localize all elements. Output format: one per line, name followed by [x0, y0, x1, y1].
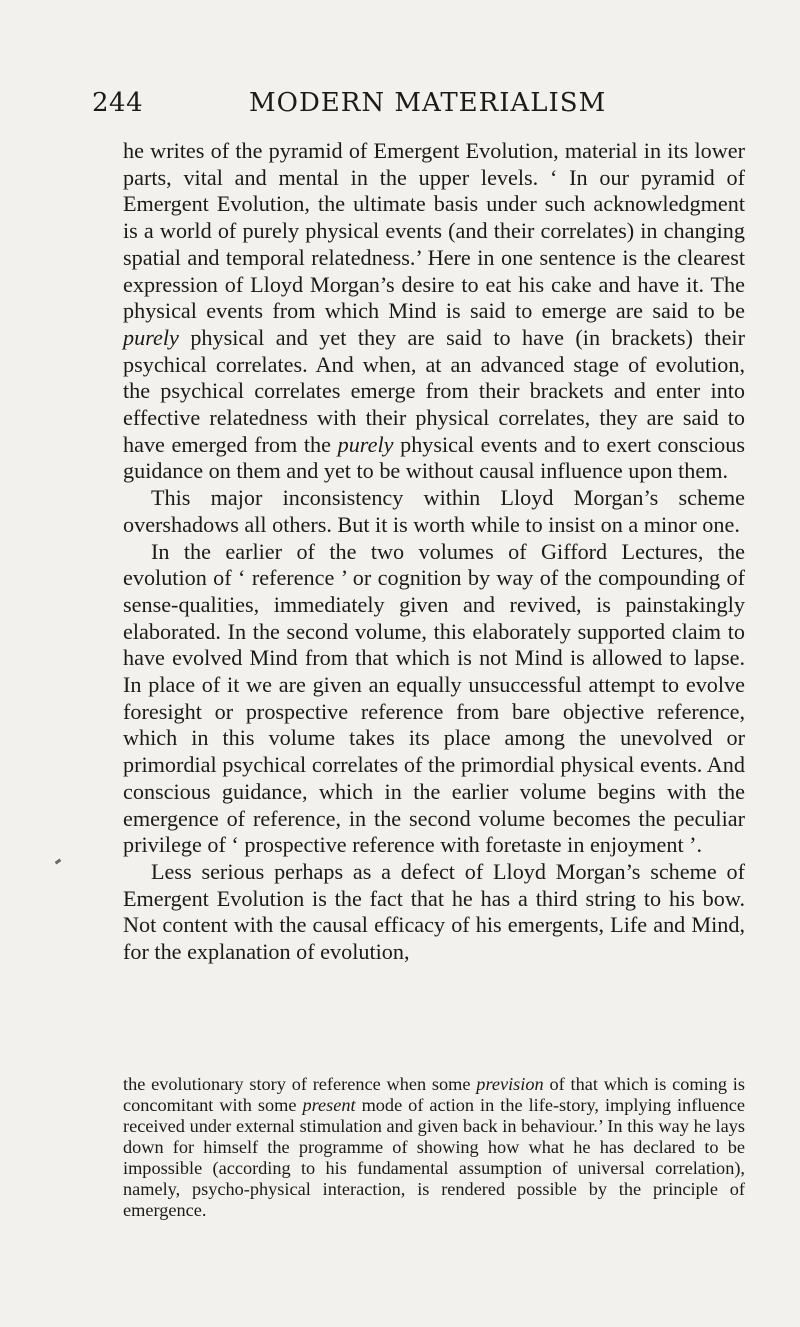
emphasis-present: present — [302, 1095, 356, 1115]
page-number: 244 — [92, 88, 144, 118]
emphasis-prevision: prevision — [476, 1074, 544, 1094]
paragraph-4: Less serious perhaps as a defect of Lloyd Morgan’s scheme of Emergent Evolution is the fact that he has a third string to his bow. Not content with the causal efficacy of his emergents, Life and Mind, for the explanation of evolution, — [123, 858, 745, 965]
quotation-paragraph — [123, 1074, 745, 1221]
quotation-text-a: the evolutionary story of reference when some — [123, 1074, 477, 1094]
quotation-block — [123, 1074, 745, 1221]
paragraph-1-text-b: physical and yet they are said to have (in brackets) their psychical correlates. And when, at an advanced stage of evolution, the psychical correlates emerge from their brackets and enter into effective relatedness with their physical correlates, they are said to have emerged from the — [123, 324, 745, 457]
quotation-text-b: of that which is coming is concomitant with some — [123, 1074, 745, 1115]
body-text — [123, 138, 745, 966]
paragraph-2: This major inconsistency within Lloyd Morgan’s scheme overshadows all others. But it is worth while to insist on a minor one. — [123, 485, 745, 537]
page-header — [92, 88, 732, 124]
emphasis-purely-1: purely — [123, 324, 179, 350]
paragraph-1 — [123, 138, 745, 485]
emphasis-purely-2: purely — [337, 431, 394, 457]
quotation-text-c: mode of action in the life-story, implying influence received under external stimulation and given back in behaviour.’ In this way he lays down for himself the programme of showing how what he has declared to be impossible (according to his fundamental assumption of universal correlation), namely, psycho-physical interaction, is rendered possible by the principle of emergence. — [123, 1095, 745, 1220]
paragraph-1-text-c: physical events and to exert conscious guidance on them and yet to be without causal influence upon them. — [123, 431, 745, 484]
paragraph-3: In the earlier of the two volumes of Gifford Lectures, the evolution of ‘ reference ’ or cognition by way of the compounding of sense-qualities, immediately given and revived, is painstakingly elaborated. In the second volume, this elaborately supported claim to have evolved Mind from that which is not Mind is allowed to lapse. In place of it we are given an equally unsuccessful attempt to evolve foresight or prospective reference from bare objective reference, which in this volume takes its place among the unevolved or primordial psychical correlates of the primordial physical events. And conscious guidance, which in the earlier volume begins with the emergence of reference, in the second volume becomes the peculiar privilege of ‘ prospective reference with foretaste in enjoyment ’. — [123, 538, 745, 858]
paragraph-1-text-a: he writes of the pyramid of Emergent Evolution, material in its lower parts, vital and mental in the upper levels. ‘ In our pyramid of Emergent Evolution, the ultimate basis under such acknowledgment is a world of purely physical events (and their correlates) in changing spatial and temporal relatedness.’ Here in one sentence is the clearest expression of Lloyd Morgan’s desire to eat his cake and have it. The physical events from which Mind is said to emerge are said to be — [123, 138, 745, 324]
margin-pencil-mark — [55, 859, 62, 865]
running-head: MODERN MATERIALISM — [249, 88, 607, 118]
